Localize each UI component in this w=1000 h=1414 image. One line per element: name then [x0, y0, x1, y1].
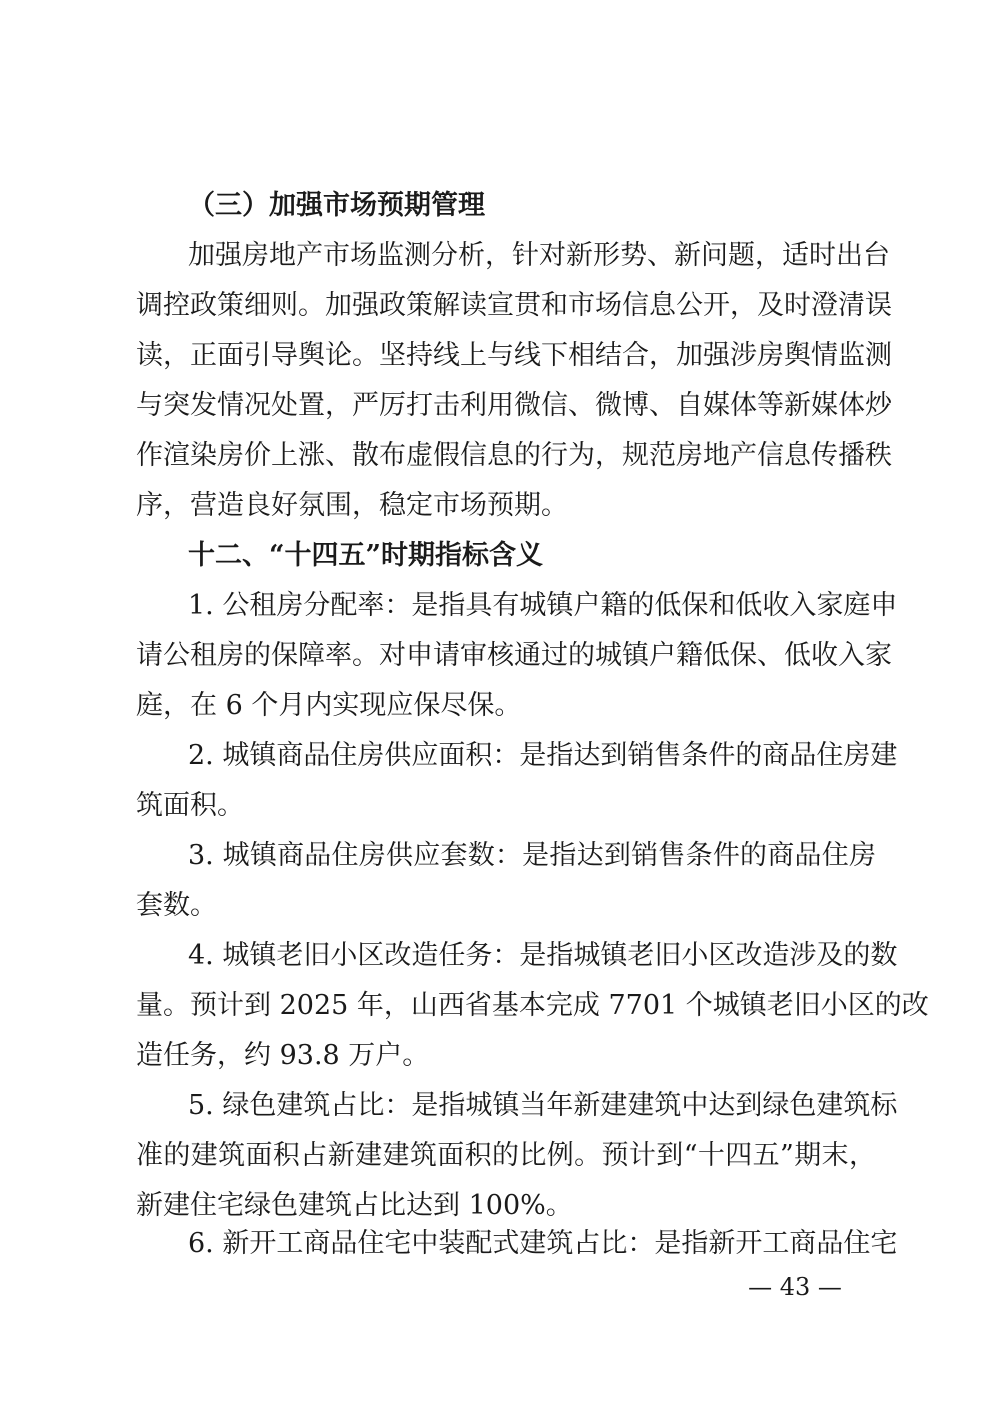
text-line: 调控政策细则。加强政策解读宣贯和市场信息公开，及时澄清误 — [136, 290, 892, 321]
page-number: — 43 — — [748, 1273, 842, 1301]
text-line: 5. 绿色建筑占比：是指城镇当年新建建筑中达到绿色建筑标 — [188, 1090, 898, 1121]
subsection-heading: （三）加强市场预期管理 — [188, 190, 485, 221]
text-line: 造任务，约 93.8 万户。 — [136, 1040, 430, 1071]
section-heading: 十二、“十四五”时期指标含义 — [188, 540, 544, 571]
text-line: 庭，在 6 个月内实现应保尽保。 — [136, 690, 522, 721]
text-line: 序，营造良好氛围，稳定市场预期。 — [136, 490, 568, 521]
text-line: 加强房地产市场监测分析，针对新形势、新问题，适时出台 — [188, 240, 890, 271]
text-line: 作渲染房价上涨、散布虚假信息的行为，规范房地产信息传播秩 — [136, 440, 892, 471]
text-line: 读，正面引导舆论。坚持线上与线下相结合，加强涉房舆情监测 — [136, 340, 892, 371]
text-line: 6. 新开工商品住宅中装配式建筑占比：是指新开工商品住宅 — [188, 1228, 898, 1259]
text-line: 新建住宅绿色建筑占比达到 100%。 — [136, 1190, 573, 1221]
text-line: 套数。 — [136, 890, 217, 921]
text-line: 3. 城镇商品住房供应套数：是指达到销售条件的商品住房 — [188, 840, 876, 871]
text-line: 与突发情况处置，严厉打击利用微信、微博、自媒体等新媒体炒 — [136, 390, 892, 421]
text-line: 筑面积。 — [136, 790, 244, 821]
text-line: 4. 城镇老旧小区改造任务：是指城镇老旧小区改造涉及的数 — [188, 940, 898, 971]
text-line: 1. 公租房分配率：是指具有城镇户籍的低保和低收入家庭申 — [188, 590, 898, 621]
text-line: 准的建筑面积占新建建筑面积的比例。预计到“十四五”期末， — [136, 1140, 876, 1171]
text-line: 请公租房的保障率。对申请审核通过的城镇户籍低保、低收入家 — [136, 640, 892, 671]
text-line: 2. 城镇商品住房供应面积：是指达到销售条件的商品住房建 — [188, 740, 898, 771]
text-line: 量。预计到 2025 年，山西省基本完成 7701 个城镇老旧小区的改 — [136, 990, 929, 1021]
